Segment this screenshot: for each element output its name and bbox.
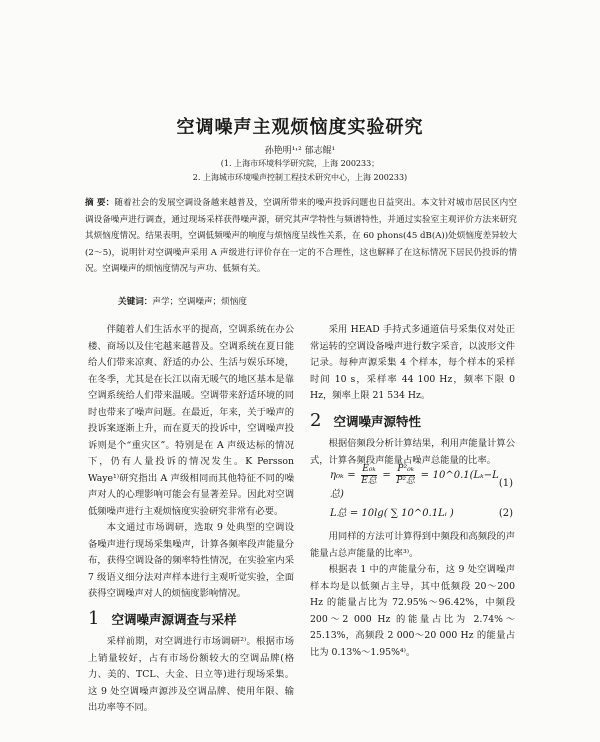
abstract — [85, 195, 517, 278]
eq1-fraction-2: $\frac{\text{P²₀ₖ}}{\text{P²总}}$ — [396, 464, 416, 487]
eq1-number: (1) — [498, 477, 513, 489]
keywords — [118, 295, 247, 307]
affiliation-2: 2. 上海城市环境噪声控制工程技术研究中心，上海 200233) — [192, 173, 408, 182]
section-1-number: 1 — [88, 607, 100, 629]
section-2-paragraph-3: 根据表 1 中的声能量分布，这 9 处空调噪声样本均是以低频占主导，其中低频段 20～200 Hz 的能量占比为 72.95%～96.42%，中频段 200～2 000 Hz 的能量占比为 2.74%～25.13%，高频段 2 000～20 000 Hz 的能量占比为 0.13%～1.95%⁴⁾。 — [310, 564, 515, 658]
eq1-lhs: η₀ₖ = — [330, 470, 356, 482]
eq2-text: L总 = 10lg( ∑ 10^0.1Lᵢ ) — [330, 507, 454, 519]
section-1-heading — [88, 607, 294, 629]
eq2-number: (2) — [498, 507, 513, 519]
intro-paragraph-2: 本文通过市场调研，选取 9 处典型的空调设备噪声进行现场采集噪声，计算各频率段声能量分布，获得空调设备的频率特性情况，在实验室内采 7 级语义细分法对声样本进行主观听觉实验，全面获得空调噪声对人的烦恼度影响情况。 — [88, 522, 294, 599]
eq1-rhs: = 10^0.1(Lₖ−L总) — [330, 470, 499, 501]
author-line: 孙艳明¹˒² 郁志鲲¹ — [264, 146, 336, 156]
keywords-text: 声学；空调噪声；烦恼度 — [152, 297, 247, 307]
section-2-paragraph-1: 根据倍频段分析计算结果，利用声能量计算公式，计算各频段声能量占噪声总能量的比率。 — [310, 438, 515, 466]
equation-1: η₀ₖ = $\frac{\text{E₀ₖ}}{\text{E总}}$ = $\frac{\text{P²₀ₖ}}{\text{P²总}}$ = 10^0.1(Lₖ−L总) (1) — [330, 464, 513, 501]
section-2-title: 空调噪声源特性 — [333, 413, 421, 429]
abstract-text: 随着社会的发展空调设备越来越普及，空调所带来的噪声投诉问题也日益突出。本文针对城市居民区内空调设备噪声进行调查，通过现场采样获得噪声源，研究其声学特性与频谱特性，并通过实验室主观评价方法来研究其烦恼度情况。结果表明，空调低频噪声的响度与烦恼度呈线性关系，在 60 phons(45 dB(A))处烦恼度差异较大(2～5)，说明针对空调噪声采用 A 声级进行评价存在一定的不合理性，这也解释了在这标情况下居民仍投诉的情况。空调噪声的烦恼度情况与声功、低频有关。 — [85, 198, 517, 274]
section-1-paragraph-2: 采用 HEAD 手持式多通道信号采集仪对处正常运转的空调设备噪声进行数字采音，以波形文件记录。每种声源采集 4 个样本，每个样本的采样时间 10 s，采样率 44 100 Hz，频率下限 0 Hz，频率上限 21 534 Hz。 — [310, 324, 515, 401]
eq1-fraction-1: $\frac{\text{E₀ₖ}}{\text{E总}}$ — [361, 464, 377, 487]
section-2-heading — [310, 409, 515, 431]
left-column — [88, 322, 294, 717]
section-1-paragraph-1: 采样前期，对空调进行市场调研²⁾。根据市场上销量较好，占有市场份额较大的空调品牌(格力、美的、TCL、大金、日立等)进行现场采集。这 9 处空调噪声源涉及空调品牌、使用年限、输出功率等不同。 — [88, 636, 294, 713]
keywords-label: 关键词： — [118, 297, 153, 307]
right-column — [310, 322, 515, 661]
affiliation-1: (1. 上海市环境科学研究院，上海 200233； — [220, 159, 380, 168]
section-1-title: 空调噪声源调查与采样 — [111, 611, 237, 627]
abstract-label: 摘 要： — [85, 198, 115, 208]
intro-paragraph-1: 伴随着人们生活水平的提高，空调系统在办公楼、商场以及住宅越来越普及。空调系统在夏日能给人们带来凉爽、舒适的办公、生活与娱乐环境，在冬季，尤其是在长江以南无暖气的地区基本是靠空调系统给人们带来温暖。空调带来舒适环境的同时也带来了噪声问题。在最近，年来，关于噪声的投诉案逐渐上升，而在夏天的投诉中，空调噪声投诉则是个“重灾区”。特别是在 A 声级达标的情况下，仍有人量投诉的情况发生。K Persson Waye¹⁾研究指出 A 声级相同而其他特征不同的噪声对人的心理影响可能会有显著差异。因此对空调低频噪声进行主观烦恼度实验研究非常有必要。 — [88, 324, 294, 517]
paper-title: 空调噪声主观烦恼度实验研究 — [176, 117, 424, 138]
section-2-paragraph-2: 用同样的方法可计算得到中频段和高频段的声能量占总声能量的比率³⁾。 — [310, 531, 515, 559]
section-2-number: 2 — [310, 409, 322, 431]
